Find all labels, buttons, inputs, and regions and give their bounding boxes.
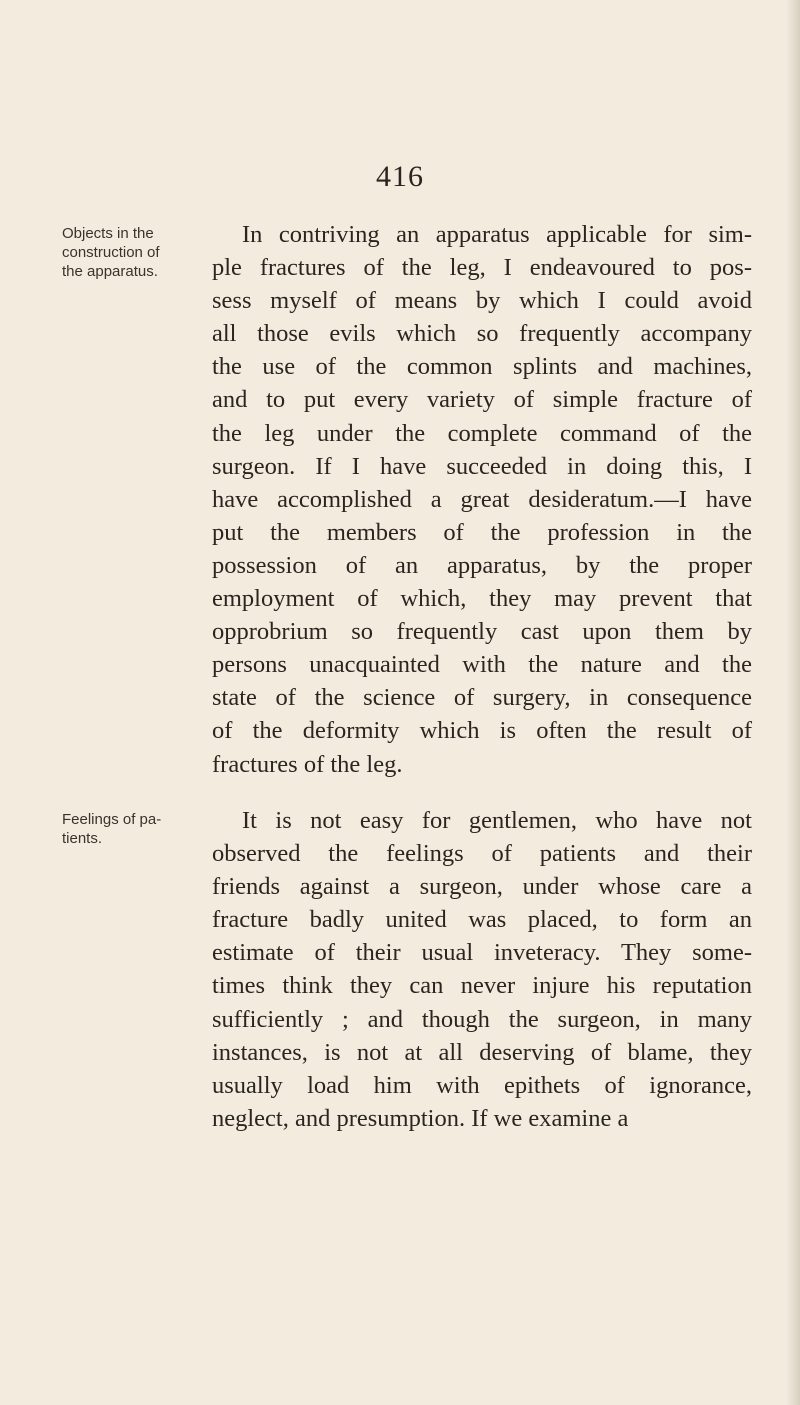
margin-note-line: tients. (62, 830, 103, 847)
text-line: persons unacquainted with the nature and the (212, 651, 752, 679)
text-line: friends against a surgeon, under whose care a (212, 873, 752, 901)
text-line: all those evils which so frequently accompany (212, 320, 752, 348)
text-line: have accomplished a great desideratum.—I have (212, 485, 752, 513)
text-line: possession of an apparatus, by the proper (212, 551, 752, 579)
text-line: ple fractures of the leg, I endeavoured to pos- (212, 254, 752, 282)
margin-note-line: the apparatus. (62, 263, 158, 280)
text-line: and to put every variety of simple fracture of (212, 386, 752, 414)
text-line: observed the feelings of patients and their (212, 840, 752, 868)
text-line: estimate of their usual inveteracy. They some- (212, 939, 752, 967)
margin-note-line: Feelings of pa- (62, 811, 162, 828)
text-line: usually load him with epithets of ignorance, (212, 1071, 752, 1099)
text-line: fracture badly united was placed, to form an (212, 906, 752, 934)
paragraph (212, 804, 752, 1135)
text-line: employment of which, they may prevent that (212, 585, 752, 613)
text-line: sufficiently ; and though the surgeon, in many (212, 1005, 752, 1033)
paragraph (212, 218, 752, 781)
text-line: opprobrium so frequently cast upon them by (212, 618, 752, 646)
text-line: the leg under the complete command of the (212, 419, 752, 447)
text-line: sess myself of means by which I could avoid (212, 287, 752, 315)
text-line: It is not easy for gentlemen, who have not (242, 807, 752, 834)
text-line: neglect, and presumption. If we examine a (212, 1104, 629, 1132)
text-line: times think they can never injure his reputation (212, 972, 752, 1000)
text-line: put the members of the profession in the (212, 518, 752, 546)
margin-note (62, 224, 202, 281)
text-line: instances, is not at all deserving of blame, they (212, 1038, 752, 1066)
text-line: state of the science of surgery, in consequence (212, 684, 752, 712)
text-line: the use of the common splints and machines, (212, 353, 752, 381)
text-line: surgeon. If I have succeeded in doing this, I (212, 452, 752, 480)
margin-note (62, 810, 202, 848)
text-line: fractures of the leg. (212, 750, 403, 778)
text-line: of the deformity which is often the result of (212, 717, 752, 745)
text-line: In contriving an apparatus applicable for sim- (242, 221, 752, 248)
margin-note-line: Objects in the (62, 225, 154, 242)
margin-note-line: construction of (62, 244, 160, 261)
page-edge-shadow (786, 0, 800, 1405)
page-number: 416 (376, 160, 424, 193)
